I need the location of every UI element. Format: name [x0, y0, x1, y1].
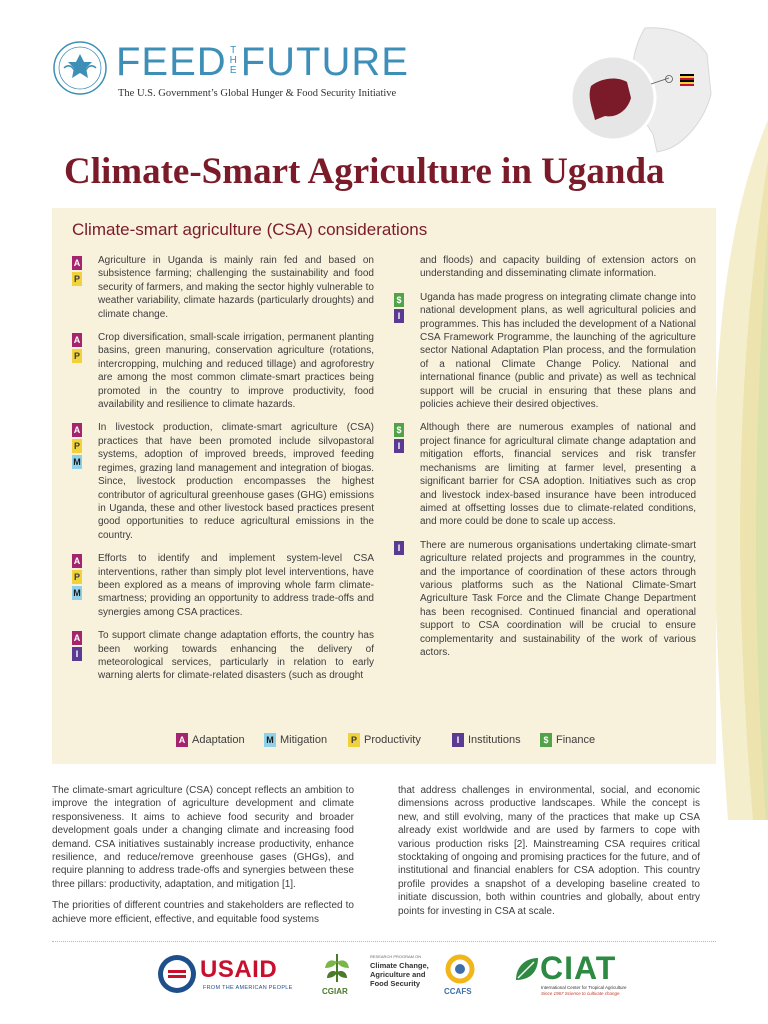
csa-paragraph [73, 552, 374, 619]
csa-tag-badge: M [73, 588, 81, 599]
legend-item [176, 732, 245, 748]
csa-paragraph-text: and floods) and capacity building of extension actors on understanding and disseminating climate information. [420, 255, 696, 280]
csa-tag-group [72, 423, 82, 471]
csa-legend [176, 732, 616, 748]
legend-badge: P [348, 733, 360, 747]
csa-paragraph-text: Although there are numerous examples of national and project finance for agricultural climate change adaptation and mitigation efforts, financial services and risk transfer mechanisms are limiting at farmer level, presenting a significant barrier for CSA adoption. Initiatives such as crop and livestock index-based insurance have been introduced aimed at offsetting losses due to climate-related conditions, and more could be done to scale up access. [420, 422, 696, 528]
csa-box-heading: Climate-smart agriculture (CSA) considerations [72, 220, 428, 239]
legend-label: Productivity [364, 734, 421, 746]
legend-item [348, 732, 421, 748]
ciat-logo-text: CIAT [540, 950, 617, 986]
csa-considerations-box [52, 208, 716, 764]
csa-paragraph [396, 421, 696, 528]
ciat-leaf-icon [512, 954, 542, 984]
csa-tag-badge: $ [394, 423, 404, 437]
footer-divider [52, 941, 716, 942]
csa-paragraph-text: There are numerous organisations undertaking climate-smart agriculture related projects and programmes in the country, and the importance of coordination of these actors through various platforms such as the National Climate-Smart Agriculture Task Force and the Climate Change Department has been recognised. Continued financial and operational support to CSA coordination will be crucial to ensure complementarity and sustainability of the work of various actors. [420, 539, 696, 658]
csa-tag-group [394, 541, 404, 557]
csa-tag-badge: A [73, 335, 81, 346]
csa-paragraph-text: In livestock production, climate-smart agriculture (CSA) practices that have been promoted include silvopastoral systems, adoption of improved breeds, improved feeding regimes, grazing land management and integration of biogas. Since, livestock production encompasses the highest contributor of agricultural greenhouse gases (GHG) emissions in Uganda, these and other livestock based practices present good opportunities to reduce agricultural emissions in the country. [98, 422, 374, 541]
csa-tag-badge: I [394, 541, 404, 555]
csa-tag-badge: M [73, 457, 81, 468]
legend-label: Adaptation [192, 734, 245, 746]
csa-tag-badge: $ [394, 293, 404, 307]
csa-tag-badge: P [73, 572, 80, 583]
legend-badge: A [176, 733, 188, 747]
ccafs-icon [444, 954, 476, 984]
header [52, 38, 552, 108]
csa-tag-group [72, 256, 82, 288]
intro-paragraph: that address challenges in environmental, social, and economic dimensions across productive landscapes. While the concept is new, and still evolving, many of the practices that make up CSA already exist worldwide and are used by farmers to cope with various production risks [2]. Mainstreaming CSA requires critical stocktaking of ongoing and promising practices for the future, and of institutional and financial enablers for CSA adoption. This country profile provides a snapshot of a developing baseline created to initiate discussion, both within countries and globally, about entry points for investing in CSA at scale. [398, 785, 700, 917]
csa-tag-badge: A [73, 556, 81, 567]
intro-left-column [52, 784, 354, 934]
csa-tag-badge: A [73, 425, 81, 436]
legend-label: Institutions [468, 734, 521, 746]
csa-tag-group [394, 423, 404, 455]
usaid-subtitle: FROM THE AMERICAN PEOPLE [203, 985, 293, 991]
intro-paragraph: The climate-smart agriculture (CSA) concept reflects an ambition to improve the integration of agriculture development and climate responsiveness. It aims to achieve food security and broader development goals under a changing climate and increasing food demand. CSA initiatives sustainably increase productivity, enhance resilience, and reduce/remove greenhouse gases (GHGs), and require planning to address trade-offs and synergies between these three pillars: productivity, adaptation, and mitigation [1]. [52, 785, 354, 890]
csa-tag-badge: A [73, 258, 81, 268]
ccafs-logo-text: CCAFS [444, 987, 472, 996]
legend-badge: M [264, 733, 276, 747]
research-program-label: RESEARCH PROGRAM ON [370, 954, 422, 959]
us-seal-icon [52, 40, 108, 96]
intro-paragraph: The priorities of different countries and stakeholders are reflected to achieve more efficient, effective, and equitable food systems [52, 900, 354, 925]
csa-left-column [73, 254, 374, 693]
usaid-logo-text: USAID [200, 956, 278, 983]
csa-paragraph [73, 254, 374, 321]
csa-tag-group [394, 293, 404, 325]
legend-label: Mitigation [280, 734, 328, 746]
csa-paragraph [73, 421, 374, 542]
csa-tag-group [72, 631, 82, 663]
csa-tag-badge: I [394, 439, 404, 453]
csa-right-column [396, 254, 696, 669]
ccafs-program-name: Climate Change, Agriculture and Food Security [370, 961, 429, 988]
ciat-tagline: Since 1967 Science to cultivate change [541, 991, 620, 996]
brand-future: FUTURE [240, 40, 409, 84]
csa-tag-group [72, 333, 82, 365]
brand-feed: FEED [116, 40, 227, 84]
legend-item [452, 732, 521, 748]
csa-paragraph-text: Crop diversification, small-scale irrigation, permanent planting basins, green manuring, conservation agriculture (rotations, intercropping, mulching and reduced tillage) and agroforestry are among the most common climate-smart practices being promoted in the country to improve productivity, food availability and resilience to climate hazards. [98, 332, 374, 411]
csa-tag-badge: P [73, 351, 80, 362]
csa-tag-badge: I [72, 647, 82, 661]
csa-paragraph [73, 629, 374, 683]
csa-paragraph-text: Agriculture in Uganda is mainly rain fed and based on subsistence farming; challenging the sustainability and food security of farmers, and making the sector highly vulnerable to weather variability, climate hazards (particularly droughts) and climate change. [98, 255, 374, 320]
page-title: Climate-Smart Agriculture in Uganda [64, 151, 665, 192]
uganda-map-icon [565, 24, 715, 154]
csa-paragraph [420, 254, 696, 281]
csa-paragraph [73, 331, 374, 411]
csa-tag-badge: I [394, 309, 404, 323]
legend-badge: $ [540, 733, 552, 747]
csa-tag-badge: P [73, 274, 80, 284]
brand-the: THE [229, 45, 238, 76]
footer-logos [0, 948, 768, 1008]
cgiar-logo-text: CGIAR [322, 987, 348, 996]
feed-the-future-logo [116, 40, 409, 84]
csa-paragraph-text: Efforts to identify and implement system-level CSA interventions, rather than simply plot level interventions, have been explored as a means of improving whole farm climate-smartness; providing an opportunity to address trade-offs and synergies among CSA practices. [98, 553, 374, 618]
intro-right-column [398, 784, 700, 926]
ciat-subtitle: International Center for Tropical Agriculture [541, 985, 627, 990]
csa-tag-badge: A [73, 633, 81, 644]
cgiar-leaf-icon [322, 952, 352, 984]
legend-label: Finance [556, 734, 596, 746]
legend-badge: I [452, 733, 464, 747]
csa-paragraph [396, 291, 696, 412]
legend-item [264, 732, 327, 748]
legend-item [540, 732, 595, 748]
usaid-seal-icon [157, 954, 197, 994]
csa-tag-group [72, 554, 82, 602]
csa-paragraph [397, 539, 696, 660]
csa-tag-badge: P [73, 441, 80, 452]
csa-paragraph-text: To support climate change adaptation efforts, the country has been working towards enhancing the delivery of meteorological services, particularly in relation to early warning alerts for climate-related disasters (such as drought [98, 630, 374, 682]
tagline: The U.S. Government’s Global Hunger & Food Security Initiative [118, 88, 397, 99]
csa-paragraph-text: Uganda has made progress on integrating climate change into national development plans, as well agricultural policies and programmes. This has included the development of a National CSA Framework Programme, the launching of the agriculture sector National Adaptation Plan process, and the formulation of a national Climate Change Policy. National and international finance (public and private) as well as technical support will be crucial in ensuring that these plans and policies achieve their desired objectives. [420, 291, 696, 411]
